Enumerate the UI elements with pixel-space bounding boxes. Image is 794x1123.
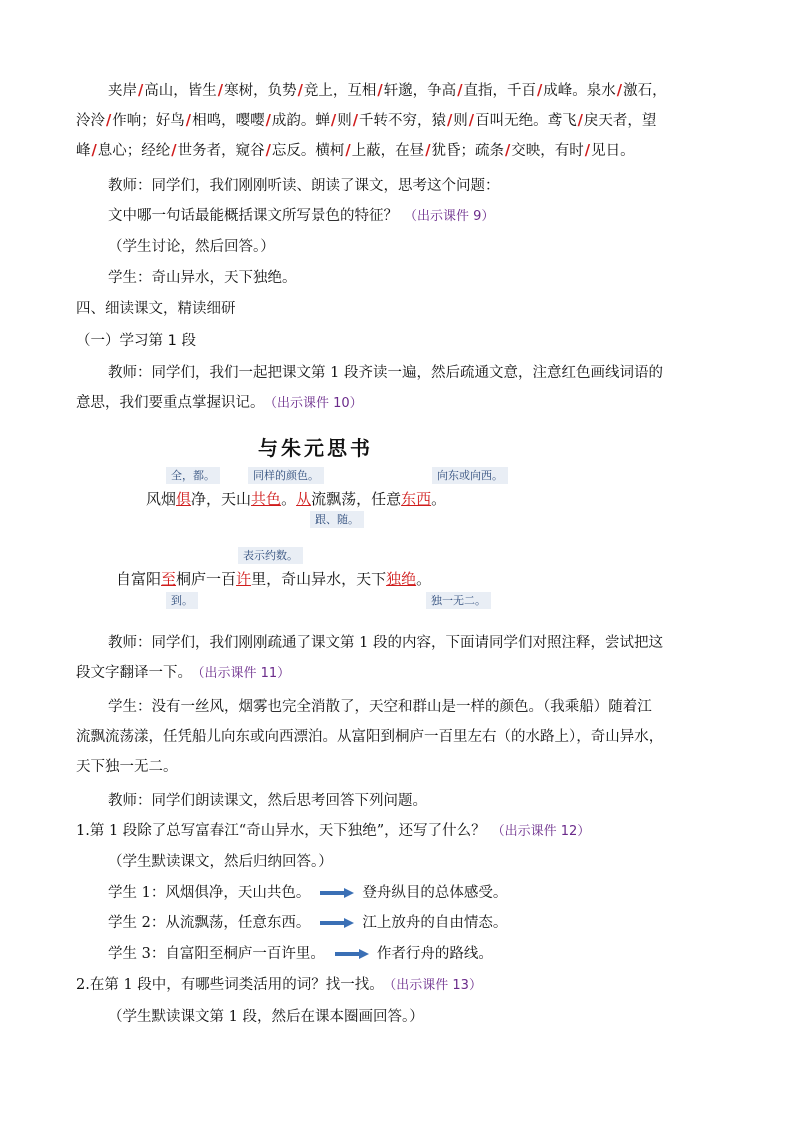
answer-summary: 登舟纵目的总体感受。 xyxy=(362,885,508,901)
slide-reference: （出示课件 13） xyxy=(389,978,482,993)
highlight-word: 东西 xyxy=(401,490,432,508)
right-arrow-icon xyxy=(320,888,354,898)
vocab-line-2 xyxy=(0,111,794,131)
annotation-note: 向东或向西。 xyxy=(432,467,508,484)
vocab-text: 忘反。横柯 xyxy=(271,143,345,159)
vocab-text: 轩邈，争高 xyxy=(383,83,457,99)
section-heading: 四、细读课文，精读细研 xyxy=(76,301,236,317)
student-answer: 学生 2：从流飘荡，任意东西。 xyxy=(108,915,311,931)
highlight-word: 俱 xyxy=(176,490,192,508)
vocab-text: 见日。 xyxy=(591,143,635,159)
slash-separator: / xyxy=(536,82,543,99)
vocab-text: 相鸣，嘤嘤 xyxy=(192,113,265,129)
question-text: 2.在第 1 段中，有哪些词类活用的词？找一找。 xyxy=(76,977,384,993)
text-span: 净，天山 xyxy=(191,490,252,508)
highlight-word: 从 xyxy=(296,490,312,508)
answer-summary: 作者行舟的路线。 xyxy=(376,946,493,962)
teacher-text: 意思，我们要重点掌握识记。 xyxy=(76,395,265,411)
student-answer: 学生 3：自富阳至桐庐一百许里。 xyxy=(108,946,325,962)
annotation-note: 全，都。 xyxy=(166,467,220,484)
text-span: 流飘荡，任意 xyxy=(311,490,402,508)
question-1 xyxy=(0,821,794,842)
vocab-text: 作响；好鸟 xyxy=(112,113,185,129)
highlight-word: 共色 xyxy=(251,490,282,508)
slash-separator: / xyxy=(171,142,177,159)
vocab-text: 直指，千百 xyxy=(463,83,536,99)
right-arrow-icon xyxy=(335,949,369,959)
annotation-note: 到。 xyxy=(166,592,198,609)
classical-line-2 xyxy=(116,568,431,589)
student-answer: 学生：奇山异水，天下独绝。 xyxy=(108,270,297,286)
student-line-cont: 天下独一无二。 xyxy=(76,759,178,775)
slash-separator: / xyxy=(377,82,383,99)
teacher-text: 段文字翻译一下。 xyxy=(76,665,192,681)
vocab-text: 犹昏；疏条 xyxy=(431,143,504,159)
teacher-line: 教师：同学们朗读课文，然后思考回答下列问题。 xyxy=(108,793,427,809)
vocab-line-3 xyxy=(0,141,794,161)
annotation-note: 独一无二。 xyxy=(426,592,491,609)
slash-separator: / xyxy=(106,112,112,129)
slash-separator: / xyxy=(217,82,224,99)
teacher-line-cont xyxy=(0,663,794,684)
highlight-word: 至 xyxy=(161,570,177,588)
slash-separator: / xyxy=(425,142,431,159)
annotation-note: 跟、随。 xyxy=(310,511,364,528)
right-arrow-icon xyxy=(320,918,354,928)
vocab-text: 千转不穷，猿 xyxy=(358,113,446,129)
answer-summary: 江上放舟的自由情态。 xyxy=(362,915,508,931)
slash-separator: / xyxy=(345,142,351,159)
student-hint: （学生默读课文第 1 段，然后在课本圈画回答。） xyxy=(108,1009,424,1025)
text-span: 桐庐一百 xyxy=(176,570,237,588)
vocab-text: 则 xyxy=(337,113,352,129)
text-span: 自富阳 xyxy=(116,570,162,588)
slash-separator: / xyxy=(616,82,623,99)
vocab-text: 成峰。泉水 xyxy=(543,83,616,99)
slide-reference: （出示课件 9） xyxy=(404,209,495,224)
vocab-text: 息心；经纶 xyxy=(97,143,171,159)
vocab-text: 百叫无绝。鸢飞 xyxy=(475,113,577,129)
student-answer: 学生 1：风烟俱净，天山共色。 xyxy=(108,885,311,901)
slash-separator: / xyxy=(504,142,511,159)
vocab-text: 泠泠 xyxy=(76,113,105,129)
slash-separator: / xyxy=(265,142,271,159)
vocab-text: 则 xyxy=(453,113,468,129)
vocab-text: 成韵。蝉 xyxy=(271,113,330,129)
text-span: 。 xyxy=(281,490,297,508)
student-hint: （学生讨论，然后回答。） xyxy=(108,239,275,255)
slash-separator: / xyxy=(265,112,271,129)
highlight-word: 独绝 xyxy=(386,570,417,588)
vocab-text: 竞上，互相 xyxy=(303,83,377,99)
annotation-note: 同样的颜色。 xyxy=(248,467,324,484)
highlight-word: 许 xyxy=(236,570,252,588)
text-span: 。 xyxy=(416,570,432,588)
student-hint: （学生默读课文，然后归纳回答。） xyxy=(108,854,333,870)
question-2 xyxy=(0,975,794,996)
slide-reference: （出示课件 11） xyxy=(198,666,291,681)
text-span: 里，奇山异水，天下 xyxy=(251,570,387,588)
student-line-cont: 流飘流荡漾，任凭船儿向东或向西漂泊。从富阳到桐庐一百里左右（的水路上），奇山异水， xyxy=(76,729,664,745)
student-answer-row xyxy=(0,944,794,964)
slide-title: 与朱元思书 xyxy=(258,436,373,460)
subsection-heading: （一）学习第 1 段 xyxy=(76,333,196,349)
vocab-text: 交映，有时 xyxy=(511,143,584,159)
teacher-line-cont xyxy=(0,393,794,414)
slash-separator: / xyxy=(297,82,303,99)
teacher-line: 教师：同学们，我们刚刚听读、朗读了课文，思考这个问题： xyxy=(108,178,500,194)
question-text: 文中哪一句话最能概括课文所写景色的特征？ xyxy=(108,208,398,224)
vocab-text: 夹岸 xyxy=(108,83,137,99)
slash-separator: / xyxy=(468,112,475,129)
slash-separator: / xyxy=(330,112,337,129)
student-answer-row xyxy=(0,883,794,903)
slash-separator: / xyxy=(185,112,192,129)
question-line xyxy=(0,206,794,227)
annotation-note: 表示约数。 xyxy=(238,547,303,564)
text-span: 。 xyxy=(431,490,447,508)
slash-separator: / xyxy=(91,142,97,159)
teacher-line: 教师：同学们，我们刚刚疏通了课文第 1 段的内容，下面请同学们对照注释，尝试把这 xyxy=(108,635,663,651)
vocab-text: 世务者，窥谷 xyxy=(177,143,265,159)
teacher-line: 教师：同学们，我们一起把课文第 1 段齐读一遍，然后疏通文意，注意红色画线词语的 xyxy=(108,365,663,381)
slash-separator: / xyxy=(577,112,583,129)
vocab-text: 高山，皆生 xyxy=(144,83,217,99)
vocab-text: 上蔽，在昼 xyxy=(351,143,425,159)
vocab-text: 戾天者，望 xyxy=(583,113,657,129)
slash-separator: / xyxy=(138,82,144,99)
slide-reference: （出示课件 12） xyxy=(491,824,591,839)
student-line: 学生：没有一丝风，烟雾也完全消散了，天空和群山是一样的颜色。（我乘船）随着江 xyxy=(108,699,652,715)
slash-separator: / xyxy=(457,82,463,99)
vocab-text: 寒树，负势 xyxy=(224,83,297,99)
vocab-text: 峰 xyxy=(76,143,91,159)
slash-separator: / xyxy=(352,112,358,129)
vocab-text: 激石， xyxy=(623,83,667,99)
vocab-line-1 xyxy=(0,81,794,101)
slash-separator: / xyxy=(446,112,453,129)
text-span: 风烟 xyxy=(146,490,177,508)
classical-line-1 xyxy=(146,488,446,509)
question-text: 1.第 1 段除了总写富春江“奇山异水，天下独绝”，还写了什么？ xyxy=(76,823,486,839)
slash-separator: / xyxy=(584,142,591,159)
slide-reference: （出示课件 10） xyxy=(270,396,363,411)
student-answer-row xyxy=(0,913,794,933)
